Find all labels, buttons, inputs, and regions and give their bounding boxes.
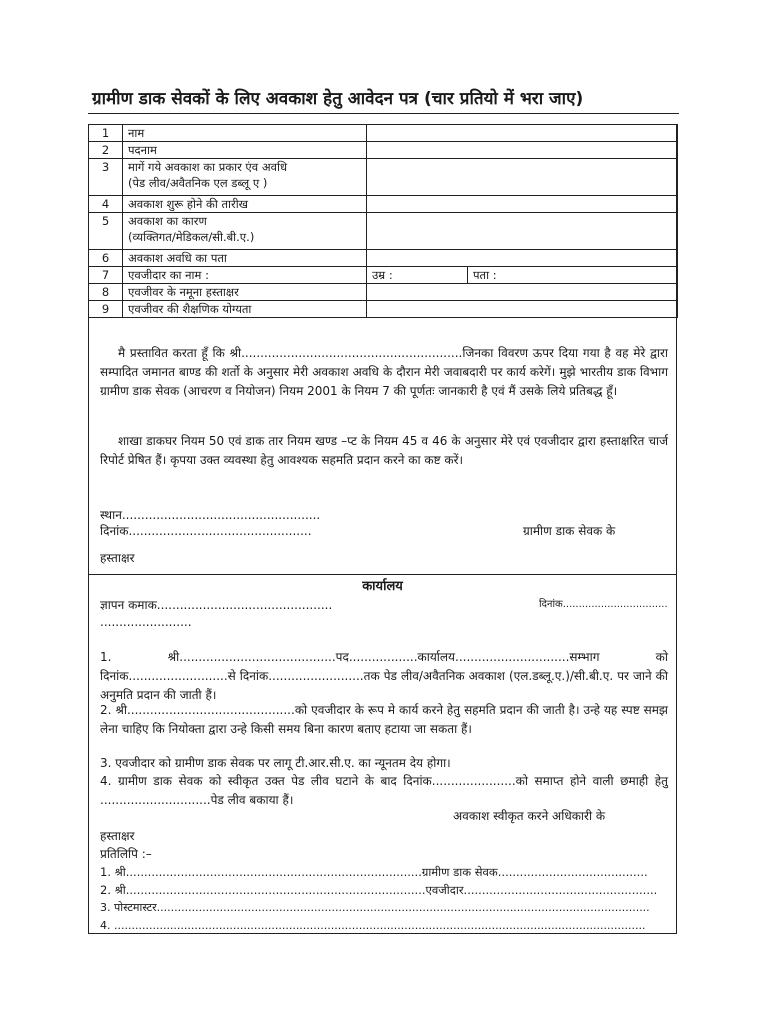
memo-date-field[interactable]: दिनांक................................. (539, 599, 668, 610)
memo-continuation: ........................ (100, 615, 192, 629)
row-number: 5 (89, 213, 123, 250)
row-value-cell[interactable] (367, 125, 678, 142)
table-row (89, 284, 678, 301)
table-row (89, 213, 678, 250)
row-value-cell[interactable] (367, 301, 678, 318)
office-heading: कार्यालय (362, 579, 403, 594)
declaration-paragraph: मै प्रस्तावित करता हूँ कि श्री..........................................................जिनका विवरण ऊपर दिया गया है वह मेरे द्वारा सम्पादित जमानत बाण्ड की शर्तो के अनुसार मेरी अवकाश अवधि के दौरान मेरी जवाबदारी पर कार्य करेगें। मुझे भारतीय डाक विभाग ग्रामीण डाक सेवक (आचरण व नियोजन) नियम 2001 के नियम 7 की पूर्णतः जानकारी है एवं मैं उसके लिये प्रतिबद्ध हूँ। (100, 346, 668, 398)
row-label-cell (123, 159, 367, 196)
row-value-cell[interactable] (367, 142, 678, 159)
sanction-item-3: 3. एवजीदार को ग्रामीण डाक सेवक पर लागू टी.आर.सी.ए. का न्यूनतम देय होगा। (100, 756, 451, 770)
table-row (89, 250, 678, 267)
row-label: एवजीवर की शैक्षणिक योग्यता (123, 301, 367, 318)
row-value-cell[interactable] (367, 213, 678, 250)
row-label-sub: (व्यक्तिगत/मेडिकल/सी.बी.ए.) (128, 230, 255, 244)
title-underline (88, 113, 679, 114)
form-title: ग्रामीण डाक सेवकों के लिए अवकाश हेतु आवेदन पत्र (चार प्रतियो में भरा जाए) (92, 89, 584, 109)
copy-line[interactable]: 3. पोस्टमास्टर............................................................................................................................................. (100, 901, 650, 914)
row-label: एवजीवर के नमूना हस्ताक्षर (123, 284, 367, 301)
row-label: अवकाश अवधि का पता (123, 250, 367, 267)
row-value-cell[interactable] (367, 196, 678, 213)
table-row (89, 125, 678, 142)
row-number: 8 (89, 284, 123, 301)
row-value-cell[interactable] (367, 159, 678, 196)
row-label-sub: (पेड लीव/अवैतनिक एल डब्लू ए ) (128, 176, 268, 190)
table-row (89, 301, 678, 318)
sanction-item-1: 1. श्री.........................................पद..................कार्यालय..............................सम्भाग को दिनांक..........................से दिनांक.........................तक पेड लीव/अवैतनिक अवकाश (एल.डब्लू.ए.)/सी.बी.ए. पर जाने की अनुमति प्रदान की जाती हैं। (100, 650, 668, 702)
row-label-cell (123, 213, 367, 250)
row-label: अवकाश का कारण (128, 214, 207, 228)
approver-signature-label: हस्ताक्षर (100, 829, 135, 843)
table-row (89, 196, 678, 213)
row-number: 4 (89, 196, 123, 213)
copy-line[interactable]: 1. श्री.................................................................................ग्रामीण डाक सेवक......................................... (100, 865, 648, 879)
table-row (89, 159, 678, 196)
sanction-item-2: 2. श्री............................................को एवजीदार के रूप मे कार्य करने हेतु सहमति प्रदान की जाती है। उन्हे यह स्पष्ट समझ लेना चाहिए कि नियोक्ता द्वारा उन्हे किसी समय बिना कारण बताए हटाया जा सकता हैं। (100, 703, 668, 736)
date-field[interactable]: दिनांक................................................ (100, 524, 312, 538)
row-number: 1 (89, 125, 123, 142)
copy-line[interactable]: 4. ........................................................................................................................................................ (100, 919, 646, 932)
gds-signature-label: ग्रामीण डाक सेवक के (523, 524, 616, 538)
sanction-item-4: 4. ग्रामीण डाक सेवक को स्वीकृत उक्त पेड लीव घटाने के बाद दिनांक......................को समाप्त होने वाली छमाही हेतु .............................पेड लीव बकाया हैं। (100, 774, 668, 807)
age-cell[interactable]: उम्र : (367, 267, 468, 284)
row-number: 9 (89, 301, 123, 318)
copy-line[interactable]: 2. श्री..................................................................................एवजीदार..................................................... (100, 883, 658, 897)
table-row (89, 142, 678, 159)
approver-label: अवकाश स्वीकृत करने अधिकारी के (453, 809, 606, 823)
row-label: नाम (123, 125, 367, 142)
memo-number-field[interactable]: ज्ञापन कमाक.............................................. (100, 598, 333, 612)
copy-to-label: प्रतिलिपि :– (100, 847, 152, 861)
row-number: 2 (89, 142, 123, 159)
row-number: 3 (89, 159, 123, 196)
address-cell[interactable]: पता : (468, 267, 678, 284)
row-number: 6 (89, 250, 123, 267)
table-row (89, 267, 678, 284)
place-field[interactable]: स्थान.................................................... (100, 508, 321, 522)
row-number: 7 (89, 267, 123, 284)
charge-report-paragraph: शाखा डाकघर नियम 50 एवं डाक तार नियम खण्ड –प्ट के नियम 45 व 46 के अनुसार मेरे एवं एवजीदार द्वारा हस्ताक्षरित चार्ज रिपोर्ट प्रेषित हैं। कृपया उक्त व्यवस्था हेतु आवश्यक सहमति प्रदान करने का कष्ट करें। (100, 434, 668, 467)
row-label: पदनाम (123, 142, 367, 159)
row-label: मागें गये अवकाश का प्रकार एंव अवधि (128, 160, 288, 174)
signature-label: हस्ताक्षर (100, 551, 135, 565)
row-label: अवकाश शुरू होने की तारीख (123, 196, 367, 213)
office-section-divider (88, 574, 677, 575)
row-label: एवजीदार का नाम : (123, 267, 367, 284)
details-table (88, 124, 678, 318)
row-value-cell[interactable] (367, 284, 678, 301)
row-value-cell[interactable] (367, 250, 678, 267)
